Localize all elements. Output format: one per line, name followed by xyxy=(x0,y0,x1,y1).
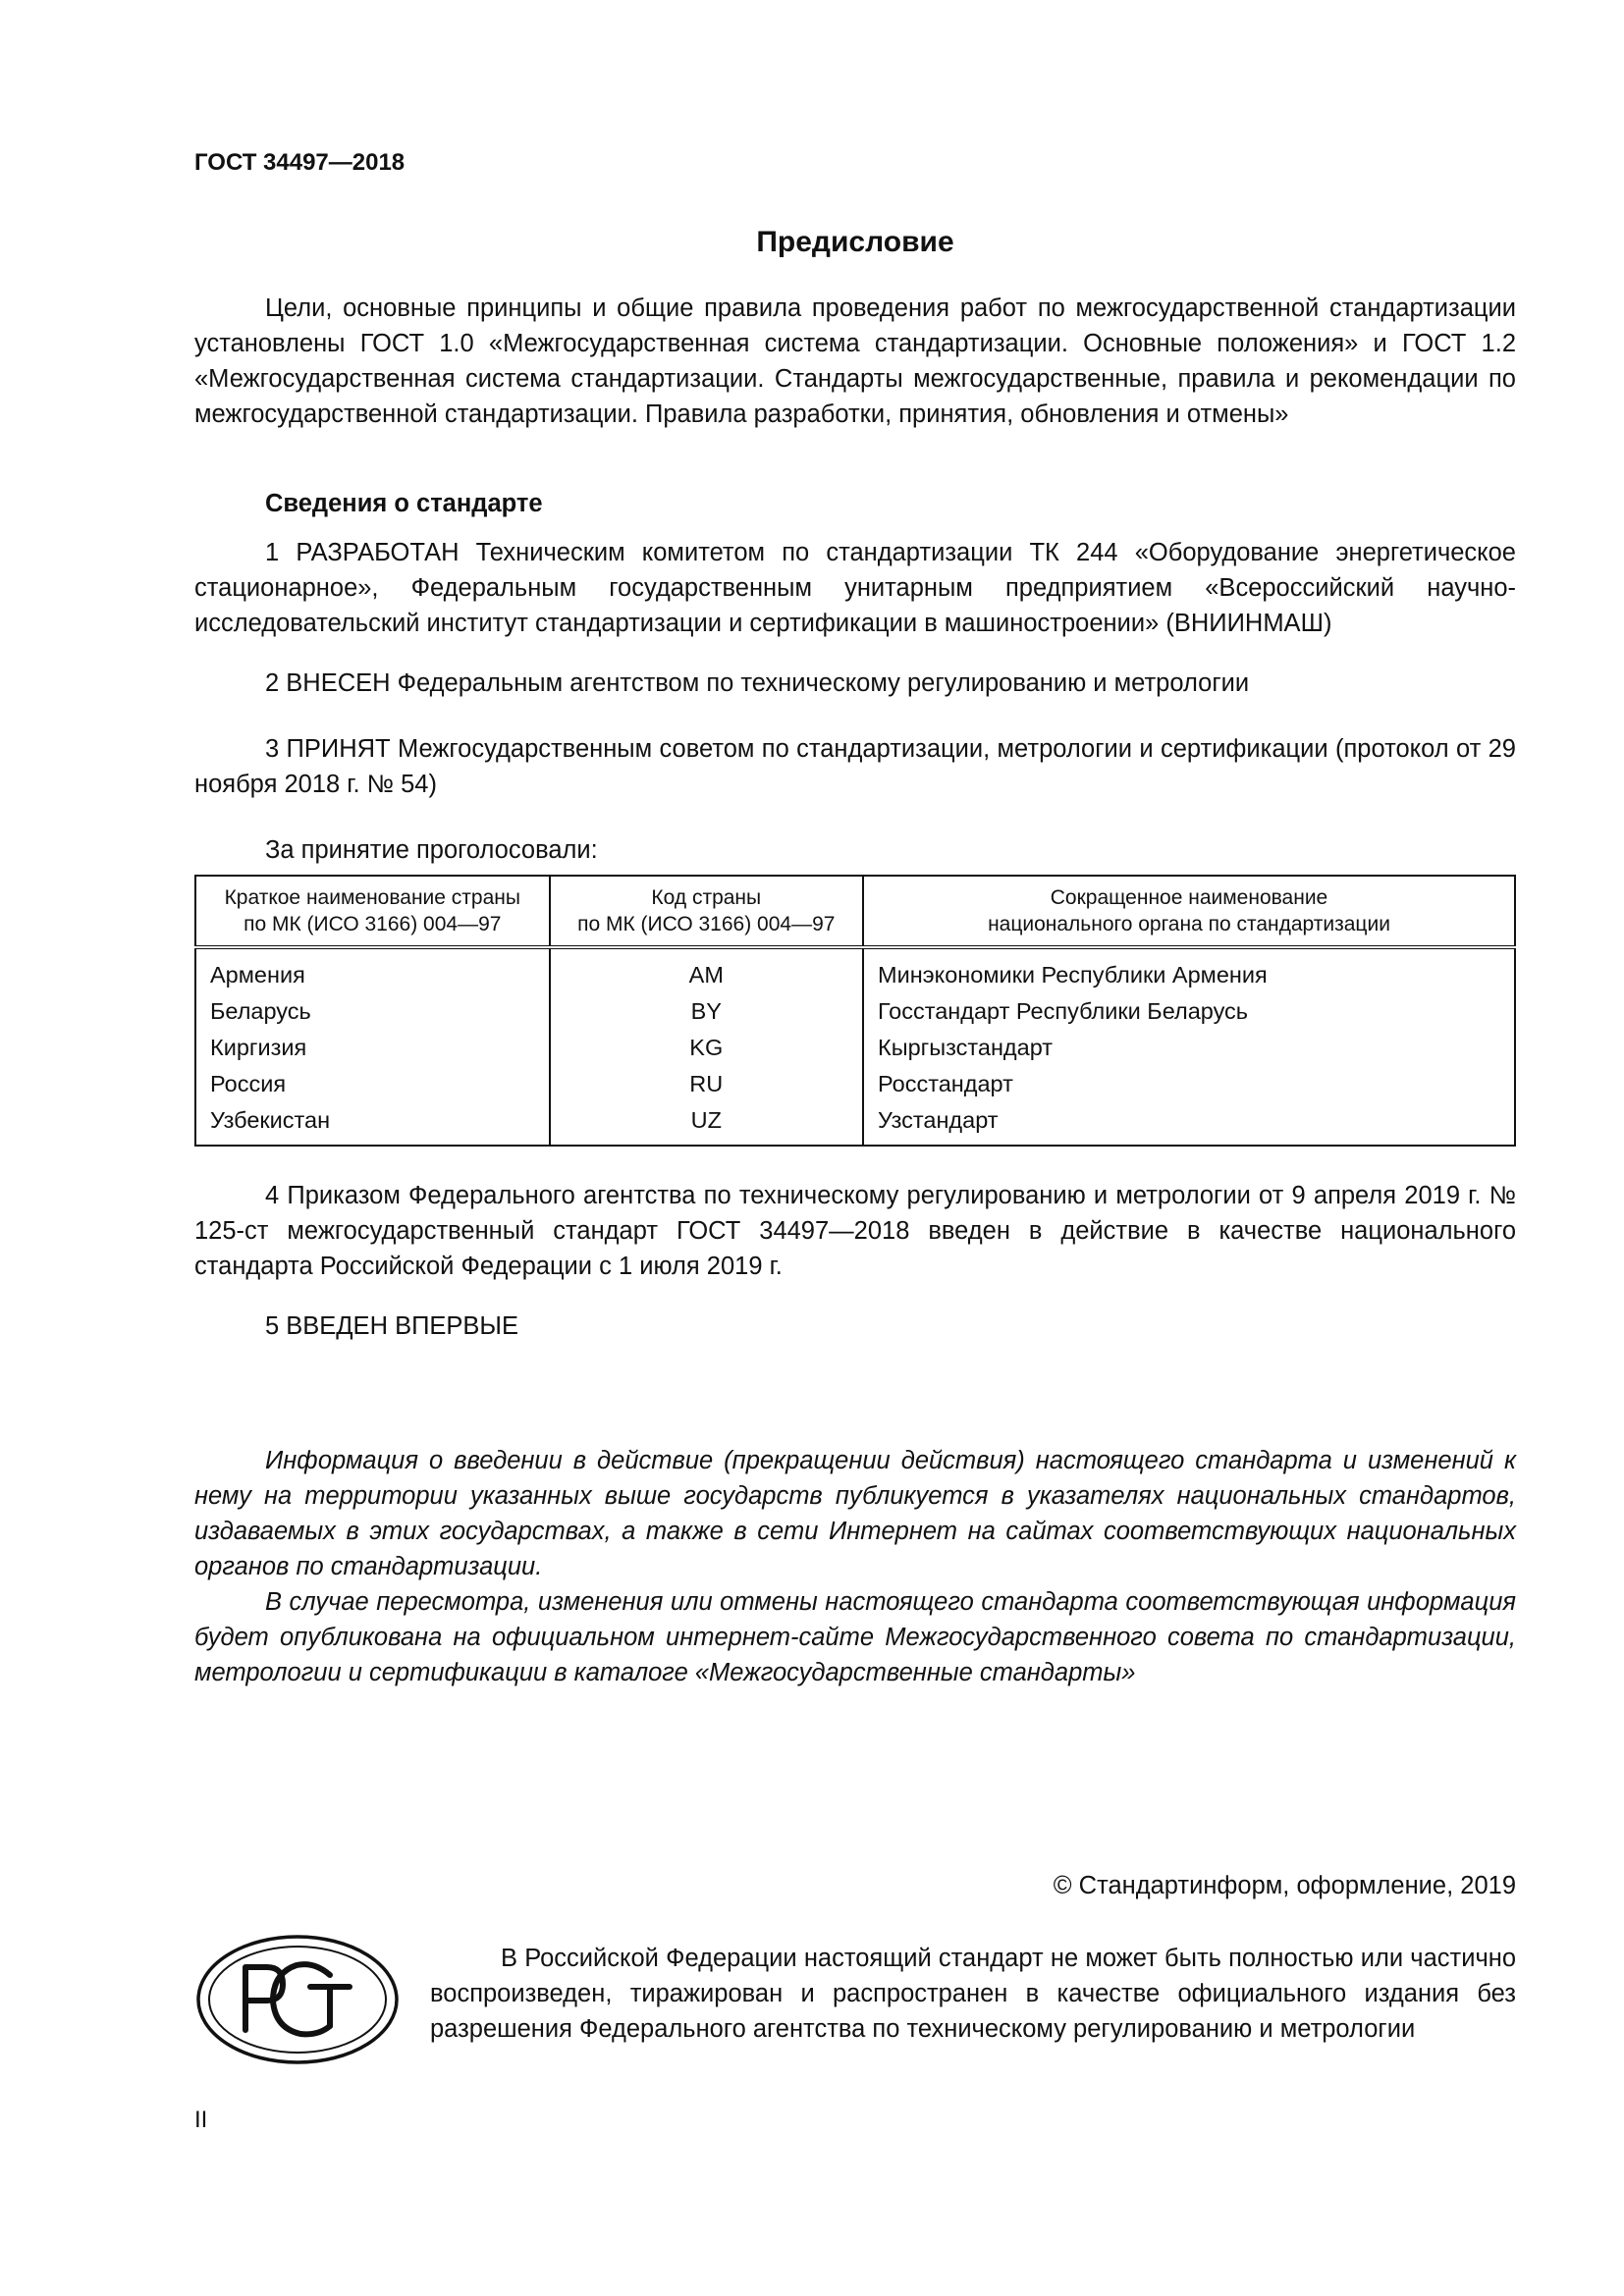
country-name: Беларусь xyxy=(195,993,550,1030)
header-standards-body: Сокращенное наименование национального органа по стандартизации xyxy=(863,876,1515,947)
item-1-paragraph: 1 РАЗРАБОТАН Техническим комитетом по стандартизации ТК 244 «Оборудование энергетическое стационарное», Федеральным государственным унитарным предприятием «Всероссийский научно-исследовательский институт стандартизации и сертификации в машиностроении» (ВНИИНМАШ) xyxy=(194,539,1516,637)
item-3-paragraph: 3 ПРИНЯТ Межгосударственным советом по стандартизации, метрологии и сертификации (протокол от 29 ноября 2018 г. № 54) xyxy=(194,735,1516,798)
standards-body: Минэкономики Республики Армения xyxy=(863,947,1515,993)
page-title: Предисловие xyxy=(756,226,954,258)
standards-body: Кыргызстандарт xyxy=(863,1030,1515,1066)
country-code: KG xyxy=(550,1030,863,1066)
voted-label: За принятие проголосовали: xyxy=(265,836,598,864)
country-name: Армения xyxy=(195,947,550,993)
voting-table xyxy=(194,875,1516,1147)
table-row xyxy=(195,947,1515,993)
info-paragraph-2: В случае пересмотра, изменения или отмены настоящего стандарта соответствующая информация будет опубликована на официальном интернет-сайте Межгосударственного совета по стандартизации, метрологии и сертификации в каталоге «Межгосударственные стандарты» xyxy=(194,1588,1516,1686)
country-name: Киргизия xyxy=(195,1030,550,1066)
country-code: RU xyxy=(550,1066,863,1102)
document-header: ГОСТ 34497—2018 xyxy=(194,149,406,176)
table-row xyxy=(195,993,1515,1030)
standards-body: Росстандарт xyxy=(863,1066,1515,1102)
standards-body: Узстандарт xyxy=(863,1102,1515,1146)
table-header-row xyxy=(195,876,1515,947)
country-code: UZ xyxy=(550,1102,863,1146)
country-name: Россия xyxy=(195,1066,550,1102)
document-page xyxy=(194,0,1516,2296)
country-code: AM xyxy=(550,947,863,993)
country-name: Узбекистан xyxy=(195,1102,550,1146)
item-5-paragraph: 5 ВВЕДЕН ВПЕРВЫЕ xyxy=(265,1312,519,1340)
intro-paragraph: Цели, основные принципы и общие правила проведения работ по межгосударственной стандартизации установлены ГОСТ 1.0 «Межгосударственная система стандартизации. Основные положения» и ГОСТ 1.2 «Межгосударственная система стандартизации. Стандарты межгосударственные, правила и рекомендации по межгосударственной стандартизации. Правила разработки, принятия, обновления и отмены» xyxy=(194,294,1516,428)
table-row xyxy=(195,1030,1515,1066)
table-row xyxy=(195,1102,1515,1146)
info-heading: Сведения о стандарте xyxy=(265,490,543,517)
info-paragraph-1: Информация о введении в действие (прекращении действия) настоящего стандарта и изменений к нему на территории указанных выше государств публикуется в указателях национальных стандартов, издаваемых в этих государствах, а также в сети Интернет на сайтах соответствующих национальных органов по стандартизации. xyxy=(194,1447,1516,1580)
country-code: BY xyxy=(550,993,863,1030)
item-2-paragraph: 2 ВНЕСЕН Федеральным агентством по техническому регулированию и метрологии xyxy=(265,669,1250,697)
reproduction-notice: В Российской Федерации настоящий стандарт не может быть полностью или частично воспроизведен, тиражирован и распространен в качестве официального издания без разрешения Федерального агентства по техническому регулированию и метрологии xyxy=(430,1945,1516,2043)
item-4-paragraph: 4 Приказом Федерального агентства по техническому регулированию и метрологии от 9 апреля 2019 г. № 125-ст межгосударственный стандарт ГОСТ 34497—2018 введен в действие в качестве национального стандарта Российской Федерации с 1 июля 2019 г. xyxy=(194,1182,1516,1280)
table-row xyxy=(195,1066,1515,1102)
standards-body: Госстандарт Республики Беларусь xyxy=(863,993,1515,1030)
header-country-name: Краткое наименование страны по МК (ИСО 3166) 004—97 xyxy=(195,876,550,947)
rst-logo-icon xyxy=(194,1932,401,2067)
header-country-code: Код страны по МК (ИСО 3166) 004—97 xyxy=(550,876,863,947)
page-number: II xyxy=(194,2107,208,2133)
copyright-text: © Стандартинформ, оформление, 2019 xyxy=(1053,1872,1516,1899)
